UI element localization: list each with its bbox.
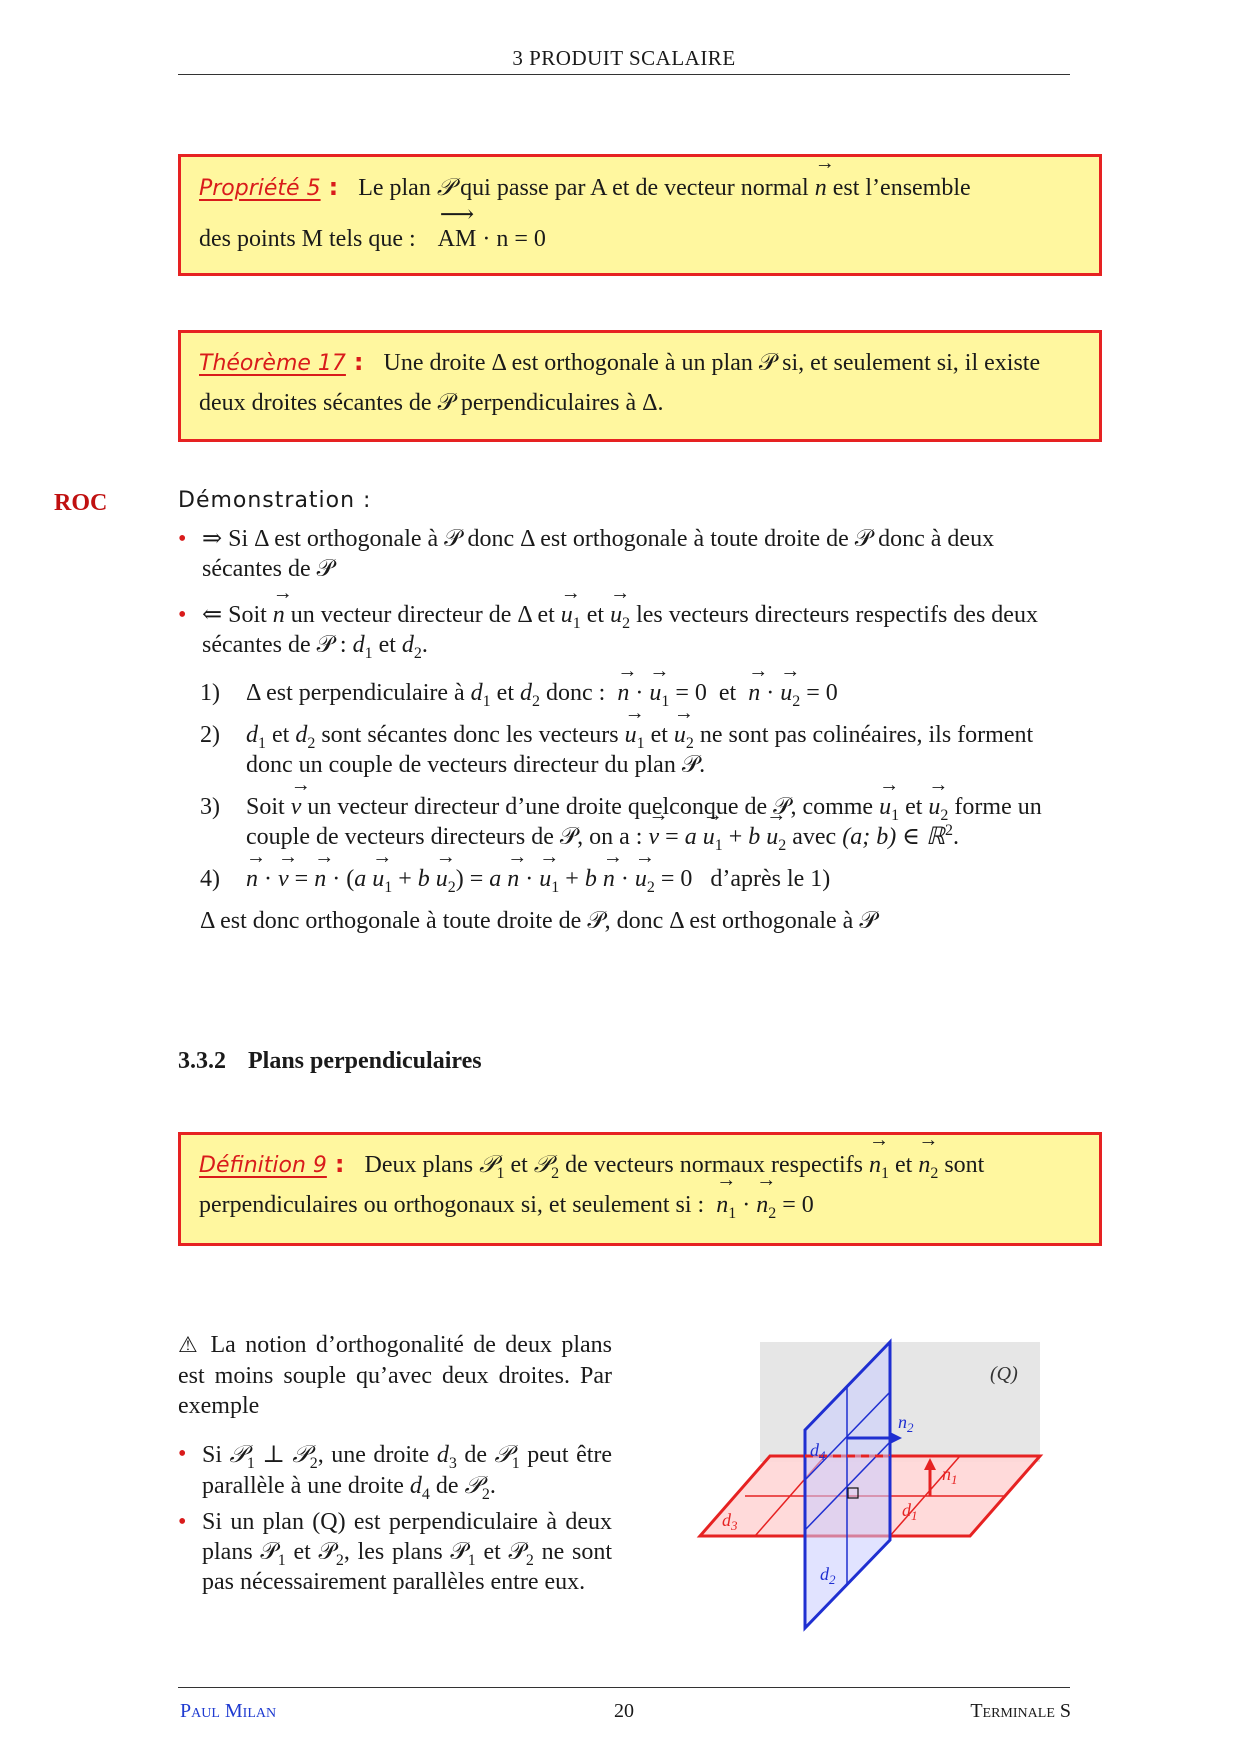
definition-box: Définition 9 : Deux plans 𝒫$_1$ et 𝒫$_2$ de vecteurs normaux respectifs → $n_1$ et → $n_2$ sont perpendiculaires ou orthogonaux si, et seulement si : → $n_1$ · → $n_2 = 0$ xyxy=(178,1132,1102,1246)
demo-step-3: 3) Soit → v un vecteur directeur d’une droite quelconque de 𝒫, comme → $u_1$ et → $u_2$ forme un couple de vecteurs directeurs de 𝒫, on a : → $v = a \to u_1 + b \to u_2$ avec (a; b) ∈ ℝ$^2$. xyxy=(200,792,1070,852)
demo-body xyxy=(178,524,1070,936)
theorem-box: Théorème 17 : Une droite Δ est orthogonale à un plan 𝒫 si, et seulement si, il existe deux droites sécantes de 𝒫 perpendiculaires à Δ. xyxy=(178,330,1102,442)
footer-page-number: 20 xyxy=(614,1700,634,1722)
demo-title: Démonstration : xyxy=(178,488,372,513)
theorem-text: Une droite Δ est orthogonale à un plan 𝒫 si, et seulement si, il existe deux droites sécantes de 𝒫 perpendiculaires à Δ. xyxy=(199,350,1041,416)
footer-author: Paul Milan xyxy=(180,1700,277,1722)
demo-step-4: 4) → n · → v = → $n \cdot (a \to u_1 + b \to u_2) = a \to n$ · → $u_1 + b \to n$ · → $u_2 = 0$ d’après le 1) xyxy=(200,864,1070,894)
footer-level: Terminale S xyxy=(970,1700,1071,1722)
demo-step-1: 1) Δ est perpendiculaire à $d_1$ et $d_2$ donc : → n · → $u_1 = 0$ et → n · → $u_2 = 0$ xyxy=(200,678,1070,708)
demo-step-2: 2) $d_1$ et $d_2$ sont sécantes donc les vecteurs → $u_1$ et → $u_2$ ne sont pas colinéaires, ils forment donc un couple de vecteurs directeur du plan 𝒫. xyxy=(200,720,1070,780)
label-d1: $d_1$ xyxy=(902,1500,918,1523)
label-n2: $n_2$ xyxy=(898,1412,914,1435)
theorem-title: Théorème 17 xyxy=(199,351,346,376)
plane-q xyxy=(760,1342,1040,1462)
label-n1: $n_1$ xyxy=(942,1464,958,1487)
property-box: Propriété 5 : Le plan 𝒫 qui passe par A et de vecteur normal → n est l’ensemble des points M tels que : ⟶ AM · n = 0 xyxy=(178,154,1102,276)
demo-bullet-2: • ⇐ Soit → n un vecteur directeur de Δ et → $u_1$ et → $u_2$ les vecteurs directeurs respectifs des deux sécantes de 𝒫 : $d_1$ et $d_2$. xyxy=(178,600,1070,660)
label-d4: $d_4$ xyxy=(810,1440,826,1463)
warning-bullet-1: • Si 𝒫$_1$ ⊥ 𝒫$_2$, une droite $d_3$ de 𝒫$_1$ peut être parallèle à une droite $d_4$ de 𝒫$_2$. xyxy=(178,1439,612,1501)
definition-title: Définition 9 xyxy=(199,1153,327,1178)
property-title: Propriété 5 xyxy=(199,176,321,201)
vector-am: ⟶ AM xyxy=(438,219,477,260)
demo-bullet-1: • ⇒ Si Δ est orthogonale à 𝒫 donc Δ est orthogonale à toute droite de 𝒫 donc à deux sécantes de 𝒫 xyxy=(178,524,1070,584)
roc-margin-label: ROC xyxy=(54,490,108,516)
header-rule xyxy=(178,74,1070,75)
label-d3: $d_3$ xyxy=(722,1510,738,1533)
warning-bullet-2: • Si un plan (Q) est perpendiculaire à deux plans 𝒫$_1$ et 𝒫$_2$, les plans 𝒫$_1$ et 𝒫$_2$ ne sont pas nécessairement parallèles entre eux. xyxy=(178,1507,612,1597)
running-header: 3 PRODUIT SCALAIRE xyxy=(512,46,736,70)
label-q: (Q) xyxy=(990,1363,1018,1385)
planes-figure xyxy=(660,1330,1050,1660)
demo-conclusion: Δ est donc orthogonale à toute droite de 𝒫, donc Δ est orthogonale à 𝒫 xyxy=(200,908,877,934)
warning-block: ⚠ La notion d’orthogonalité de deux plans est moins souple qu’avec deux droites. Par exemple • Si 𝒫$_1$ ⊥ 𝒫$_2$, une droite $d_3$ de 𝒫$_1$ peut être parallèle à une droite $d_4$ de 𝒫$_2$. • Si un plan (Q) est perpendiculaire à deux plans 𝒫$_1$ et 𝒫$_2$, les plans 𝒫$_1$ et 𝒫$_2$ ne sont pas nécessairement parallèles entre eux. xyxy=(178,1330,612,1609)
label-d2: $d_2$ xyxy=(820,1564,836,1587)
section-heading: 3.3.2 Plans perpendiculaires xyxy=(178,1048,482,1074)
footer-rule xyxy=(178,1687,1070,1688)
warning-icon: ⚠ xyxy=(178,1333,202,1358)
